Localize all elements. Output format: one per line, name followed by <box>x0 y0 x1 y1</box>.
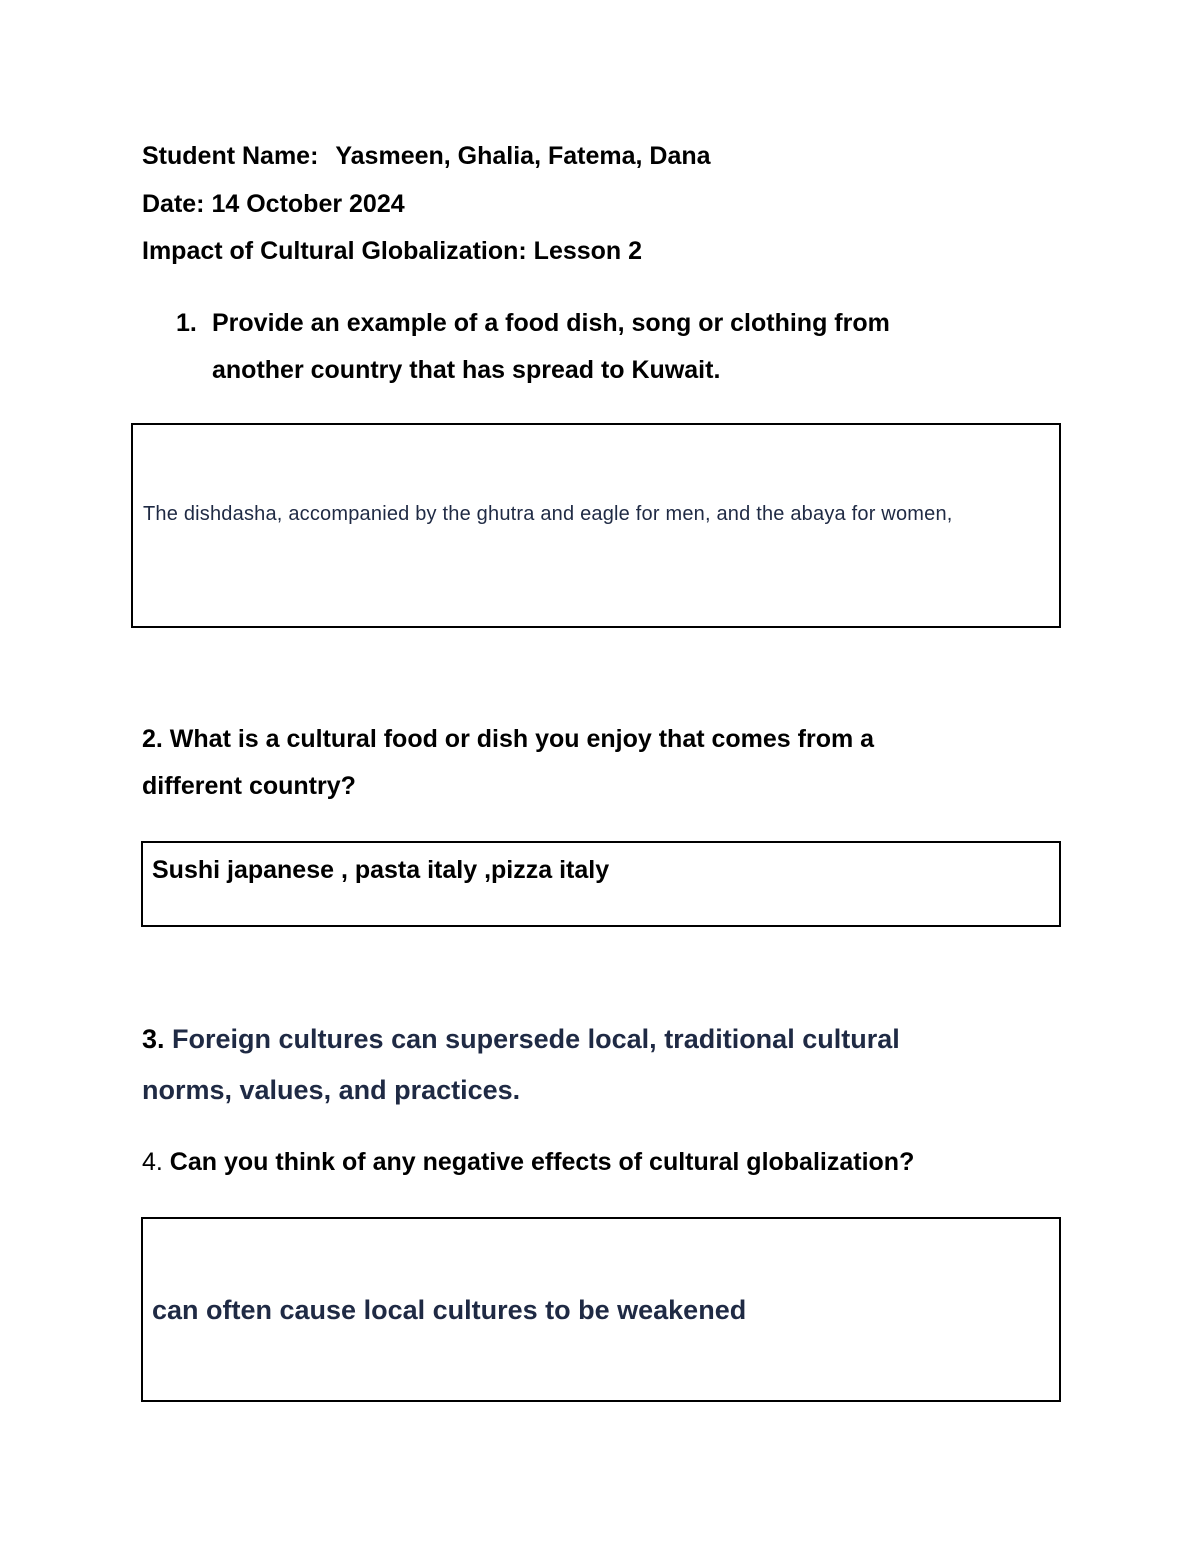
question1-line1: Provide an example of a food dish, song or clothing from <box>212 309 890 337</box>
answer-box-2[interactable] <box>141 841 1061 927</box>
answer-box-1[interactable] <box>131 423 1061 628</box>
question2-line1: 2. What is a cultural food or dish you enjoy that comes from a <box>142 725 875 753</box>
question4-text: Can you think of any negative effects of cultural globalization? <box>162 1148 915 1176</box>
statement3-line1 <box>142 1024 900 1055</box>
lesson-title: Impact of Cultural Globalization: Lesson 2 <box>142 237 643 265</box>
question4-number: 4. <box>142 1148 163 1176</box>
answer4-text: can often cause local cultures to be weakened <box>152 1295 747 1325</box>
statement3-line2: norms, values, and practices. <box>142 1075 521 1105</box>
statement3-number: 3. <box>142 1024 165 1054</box>
answer-box-4[interactable] <box>141 1217 1061 1402</box>
date-line <box>142 190 405 219</box>
date-value: 14 October 2024 <box>211 190 405 218</box>
statement3-text: Foreign cultures can supersede local, traditional cultural <box>164 1024 900 1054</box>
answer2-text: Sushi japanese , pasta italy ,pizza italy <box>152 856 610 884</box>
question1-number: 1. <box>176 309 197 337</box>
question4-line <box>142 1148 914 1177</box>
question1-line2: another country that has spread to Kuwait. <box>212 356 721 384</box>
student-names: Yasmeen, Ghalia, Fatema, Dana <box>335 142 711 170</box>
date-label: Date: <box>142 190 205 218</box>
answer1-text: The dishdasha, accompanied by the ghutra and eagle for men, and the abaya for women, <box>143 503 953 525</box>
student-name-label: Student Name: <box>142 142 319 170</box>
student-name-line <box>142 142 711 171</box>
question2-line2: different country? <box>142 772 356 800</box>
